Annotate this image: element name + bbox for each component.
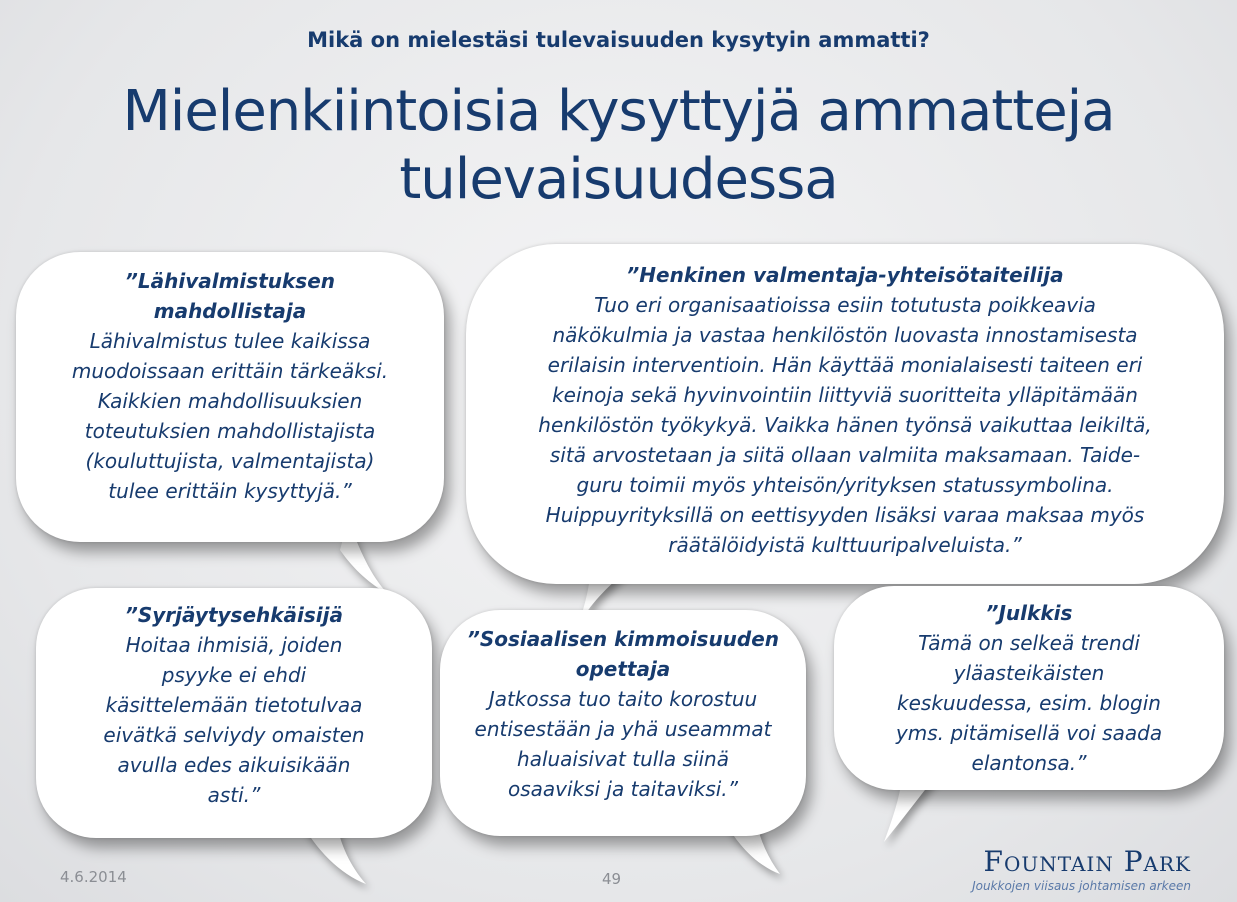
body-line: avulla edes aikuisikään <box>117 753 351 777</box>
bubble-heading <box>454 624 792 684</box>
body-line: muodoissaan erittäin tärkeäksi. <box>71 359 389 383</box>
slide-title-line-2: tulevaisuudessa <box>399 147 838 212</box>
body-line: Lähivalmistus tulee kaikissa <box>89 329 371 353</box>
body-line: osaaviksi ja taitaviksi.” <box>507 777 739 801</box>
body-line: keinoja sekä hyvinvointiin liittyviä suoritteita ylläpitämään <box>552 383 1138 407</box>
body-line: elantonsa.” <box>971 751 1087 775</box>
bubble-body <box>34 326 426 506</box>
bubble-heading <box>34 266 426 326</box>
body-line: guru toimii myös yhteisön/yrityksen statussymbolina. <box>576 473 1114 497</box>
heading-line: ”Lähivalmistuksen <box>124 269 335 293</box>
heading-line: ”Julkkis <box>985 601 1073 625</box>
footer-date: 4.6.2014 <box>60 868 127 886</box>
bubble-sosiaalisen-kimmoisuuden-opettaja <box>440 610 806 836</box>
bubble-heading <box>850 598 1208 628</box>
bubble-body <box>850 628 1208 778</box>
slide-title-line-1: Mielenkiintoisia kysyttyjä ammatteja <box>122 79 1115 144</box>
body-line: Jatkossa tuo taito korostuu <box>488 687 758 711</box>
body-line: Huippuyrityksillä on eettisyyden lisäksi varaa maksaa myös <box>545 503 1145 527</box>
body-line: entisestään ja yhä useammat <box>474 717 772 741</box>
slide-title <box>0 78 1237 214</box>
body-line: psyyke ei ehdi <box>161 663 307 687</box>
body-line: räätälöidyistä kulttuuripalveluista.” <box>668 533 1022 557</box>
body-line: keskuudessa, esim. blogin <box>897 691 1161 715</box>
body-line: erilaisin interventioin. Hän käyttää monialaisesti taiteen eri <box>547 353 1143 377</box>
slide-question: Mikä on mielestäsi tulevaisuuden kysytyin ammatti? <box>307 28 930 52</box>
body-line: henkilöstön työkykyä. Vaikka hänen työnsä vaikuttaa leikiltä, <box>538 413 1152 437</box>
body-line: asti.” <box>207 783 261 807</box>
body-line: haluaisivat tulla siinä <box>517 747 729 771</box>
body-line: Hoitaa ihmisiä, joiden <box>125 633 343 657</box>
heading-line: ”Sosiaalisen kimmoisuuden <box>466 627 780 651</box>
logo-tagline: Joukkojen viisaus johtamisen arkeen <box>972 879 1191 893</box>
body-line: Tämä on selkeä trendi <box>918 631 1140 655</box>
body-line: tulee erittäin kysyttyjä.” <box>108 479 352 503</box>
heading-line: opettaja <box>575 657 671 681</box>
body-line: eivätkä selviydy omaisten <box>103 723 365 747</box>
bubble-syrjaytysehkaisija <box>36 588 432 838</box>
heading-line: ”Henkinen valmentaja-yhteisötaiteilija <box>626 263 1064 287</box>
body-line: yläasteikäisten <box>953 661 1105 685</box>
body-line: toteutuksien mahdollistajista <box>84 419 376 443</box>
body-line: yms. pitämisellä voi saada <box>895 721 1163 745</box>
body-line: Tuo eri organisaatioissa esiin totutusta poikkeavia <box>594 293 1096 317</box>
bubble-body <box>52 630 416 810</box>
body-line: käsittelemään tietotulvaa <box>105 693 363 717</box>
logo-name: Fountain Park <box>983 845 1191 878</box>
body-line: näkökulmia ja vastaa henkilöstön luovasta innostamisesta <box>552 323 1138 347</box>
bubble-body <box>490 290 1200 560</box>
bubble-julkkis <box>834 586 1224 790</box>
body-line: sitä arvostetaan ja siitä ollaan valmiita maksamaan. Taide- <box>549 443 1141 467</box>
heading-line: mahdollistaja <box>153 299 307 323</box>
body-line: (kouluttujista, valmentajista) <box>85 449 375 473</box>
bubble-body <box>454 684 792 804</box>
bubble-heading <box>52 600 416 630</box>
bubble-henkinen-valmentaja <box>466 244 1224 584</box>
fountain-park-logo <box>972 846 1191 894</box>
page-number: 49 <box>602 870 622 888</box>
bubble-lahivalmistus <box>16 252 444 542</box>
heading-line: ”Syrjäytysehkäisijä <box>124 603 344 627</box>
bubble-heading <box>490 260 1200 290</box>
body-line: Kaikkien mahdollisuuksien <box>97 389 363 413</box>
